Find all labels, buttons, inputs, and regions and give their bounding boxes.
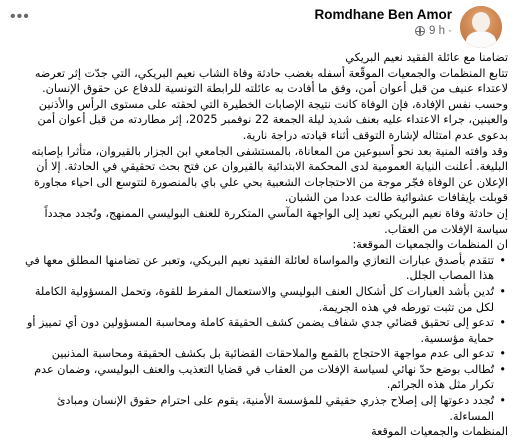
list-item: • تُطالب بوضع حدّ نهائي لسياسة الإفلات من العقاب في قضايا التعذيب والعنف البوليسي، وضمان عدم تكرار مثل هذه الجرائم. [14,362,494,393]
author-name[interactable]: Romdhane Ben Amor [314,7,452,22]
post-paragraph: وحسب نفس الإفادة، فإن الوفاة كانت نتيجة الإصابات الخطيرة التي لحقته على مستوى الرأس والأذنين والعينين، جراء الاعتداء عليه بعنف شديد ليلة الجمعة 22 نوفمبر 2025، إثر مطاردته من قبل أعوان أمن بدعوى عدم امتثاله لإشارة التوقف أثناء قيادته دراجة نارية. [37,97,508,142]
globe-icon [415,26,425,36]
list-item: • تُجدد دعوتها إلى إصلاح جذري حقيقي للمؤسسة الأمنية، يقوم على احترام حقوق الإنسان ومبادئ المساءلة. [14,393,494,424]
list-item: • تُدين بأشد العبارات كل أشكال العنف البوليسي والاستعمال المفرط للقوة، وتحمل المسؤولية الكاملة لكل من تثبت تورطه في هذه الجريمة. [14,284,494,315]
post-time-row [314,25,452,37]
post-title: تضامنا مع عائلة الفقيد نعيم البريكي [345,51,508,64]
list-item: • تدعو الى عدم مواجهة الاحتجاج بالقمع والملاحقات القضائية بل بكشف الحقيقة ومحاسبة المذنبين [14,346,494,362]
list-item: • تتقدم بأصدق عبارات التعازي والمواساة لعائلة الفقيد نعيم البريكي، وتعبر عن تضامنها المطلق معها في هذا المصاب الجلل. [14,253,494,284]
list-item: • تدعو إلى تحقيق قضائي جدي شفاف يضمن كشف الحقيقة كاملة ومحاسبة المسؤولين دون أي تمييز أو حماية مؤسسية. [14,315,494,346]
post-meta [314,6,452,37]
post-paragraph: تتابع المنظمات والجمعيات الموقّعة أسفله بغضب حادثة وفاة الشاب نعيم البريكي، التي جدّت إثر تعرضه لاعتداء عنيف من قبل أعوان أمن، وفق ما أفادت به عائلته للرابطة التونسية للدفاع عن حقوق الإنسان. [34,66,508,96]
signatories-heading: المنظمات والجمعيات الموقعة [371,425,508,439]
avatar[interactable] [460,6,502,48]
demands-list [14,253,508,425]
post-paragraph: وقد وافته المنية بعد نحو أسبوعين من المعاناة، بالمستشفى الجامعي ابن الجزار بالقيروان، متأثرا بإصابته البليغة. أعلنت النيابة العمومية لدى المحكمة الابتدائية بالقيروان عن فتح بحث تحقيقي في الحادثة. إلا أن الإعلان عن الوفاة فجّر موجة من الاحتجاجات الشعبية بحي علي باي بالمنصورة لتتوسع الى احياء مجاورة قوبلت بإيقافات عشوائية طالت عددا من الشبان. [31,144,508,205]
post-paragraph: ان المنظمات والجمعيات الموقعة: [352,238,508,252]
more-options-icon[interactable]: ••• [10,8,30,25]
post-paragraph: إن حادثة وفاة نعيم البريكي تعيد إلى الواجهة المآسي المتكررة للعنف البوليسي الممنهج، وتُجدد مجدداً سياسة الإفلات من العقاب. [44,206,508,236]
post-header [314,6,502,48]
post-time[interactable]: 9 h · [428,25,452,37]
post-body [14,50,508,440]
